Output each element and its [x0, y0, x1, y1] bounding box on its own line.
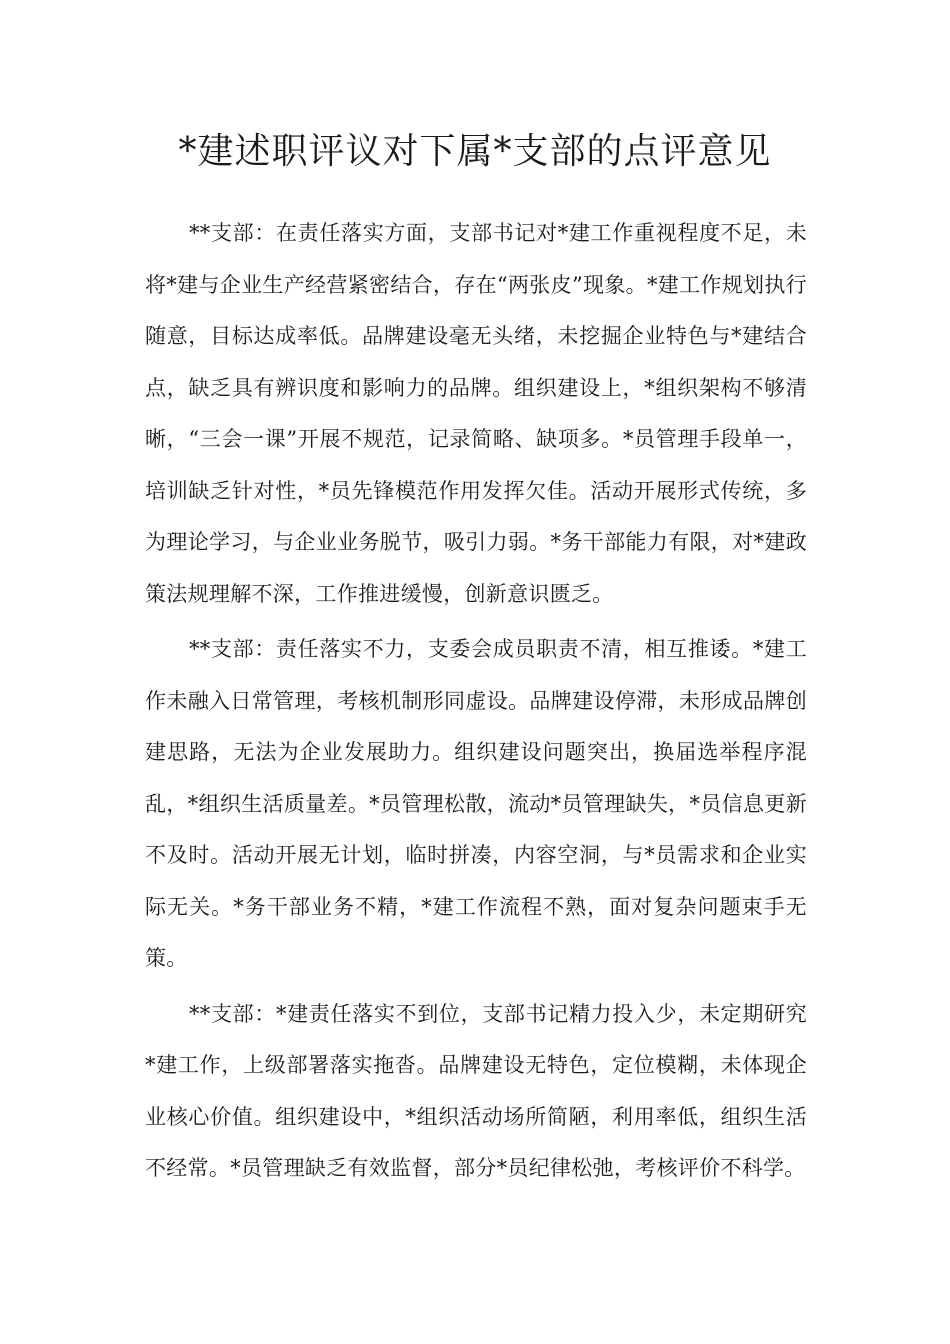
document-title: *建述职评议对下属*支部的点评意见 — [178, 131, 772, 172]
paragraph: **支部：在责任落实方面，支部书记对*建工作重视程度不足，未将*建与企业生产经营紧密结合，存在“两张皮”现象。*建工作规划执行随意，目标达成率低。品牌建设毫无头绪，未挖掘企业特色与*建结合点，缺乏具有辨识度和影响力的品牌。组织建设上，*组织架构不够清晰，“三会一课”开展不规范，记录简略、缺项多。*员管理手段单一，培训缺乏针对性，*员先锋模范作用发挥欠佳。活动开展形式传统，多为理论学习，与企业业务脱节，吸引力弱。*务干部能力有限，对*建政策法规理解不深，工作推进缓慢，创新意识匮乏。 — [145, 221, 807, 606]
document-body — [145, 208, 807, 1199]
paragraph: **支部：*建责任落实不到位，支部书记精力投入少，未定期研究*建工作，上级部署落实拖沓。品牌建设无特色，定位模糊，未体现企业核心价值。组织建设中，*组织活动场所简陋，利用率低，组织生活不经常。*员管理缺乏有效监督，部分*员纪律松弛，考核评价不科学。 — [145, 1001, 807, 1180]
paragraph: **支部：责任落实不力，支委会成员职责不清，相互推诿。*建工作未融入日常管理，考核机制形同虚设。品牌建设停滞，未形成品牌创建思路，无法为企业发展助力。组织建设问题突出，换届选举程序混乱，*组织生活质量差。*员管理松散，流动*员管理缺失，*员信息更新不及时。活动开展无计划，临时拼凑，内容空洞，与*员需求和企业实际无关。*务干部业务不精，*建工作流程不熟，面对复杂问题束手无策。 — [145, 637, 807, 970]
